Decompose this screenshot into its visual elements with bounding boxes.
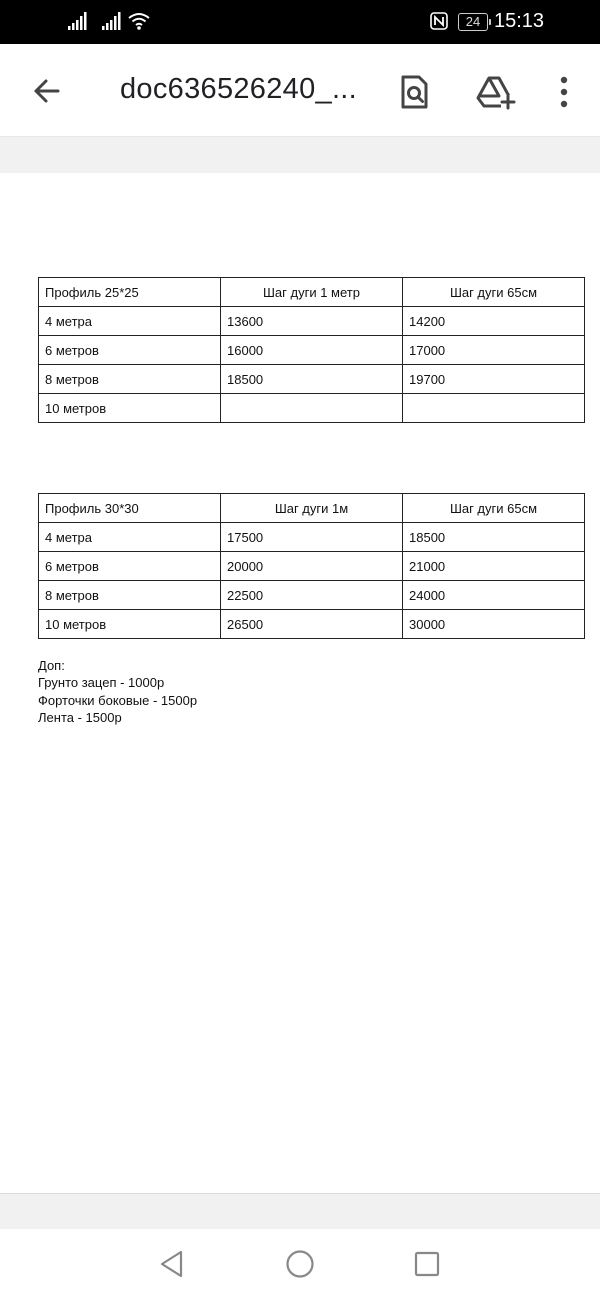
wifi-icon (128, 12, 150, 30)
extras-line: Лента - 1500р (38, 709, 122, 725)
viewer-background (0, 137, 600, 173)
add-to-drive-icon[interactable] (472, 71, 516, 113)
table-cell: 26500 (221, 610, 403, 639)
table-cell: 22500 (221, 581, 403, 610)
battery-indicator: 24 (458, 13, 488, 31)
status-bar (0, 0, 600, 44)
table-row (39, 523, 585, 552)
table-cell: 18500 (221, 365, 403, 394)
table-cell (221, 394, 403, 423)
table-row (39, 610, 585, 639)
app-bar (0, 44, 600, 137)
extras-heading: Доп: (38, 658, 65, 673)
extras-line: Форточки боковые - 1500р (38, 692, 198, 708)
nav-home-icon[interactable] (284, 1248, 316, 1280)
nav-back-icon[interactable] (156, 1248, 188, 1280)
viewer-background (0, 1193, 600, 1229)
system-nav-bar (0, 1229, 600, 1298)
table-row (39, 365, 585, 394)
table-cell: 6 метров (39, 336, 221, 365)
table-row (39, 336, 585, 365)
table-cell: 4 метра (39, 523, 221, 552)
table-cell: 4 метра (39, 307, 221, 336)
table-row (39, 394, 585, 423)
table-cell: Шаг дуги 1 метр (221, 278, 403, 307)
table-cell: 20000 (221, 552, 403, 581)
table-cell: Профиль 25*25 (39, 278, 221, 307)
table-cell: 21000 (403, 552, 585, 581)
table-cell: 10 метров (39, 610, 221, 639)
extras-line: Грунто зацеп - 1000р (38, 675, 165, 691)
table-cell: 10 метров (39, 394, 221, 423)
document-title: doc636526240_... (120, 73, 358, 105)
table-cell: 17000 (403, 336, 585, 365)
table-cell: Профиль 30*30 (39, 494, 221, 523)
table-header-row (39, 494, 585, 523)
table-cell: Шаг дуги 65см (403, 278, 585, 307)
price-table-30x30 (38, 493, 585, 639)
table-cell (403, 394, 585, 423)
price-table-25x25 (38, 277, 585, 423)
more-options-icon[interactable] (549, 71, 579, 113)
table-cell: 8 метров (39, 581, 221, 610)
table-cell: 16000 (221, 336, 403, 365)
table-cell: 14200 (403, 307, 585, 336)
find-in-page-icon[interactable] (393, 71, 435, 113)
table-cell: 18500 (403, 523, 585, 552)
table-cell: 13600 (221, 307, 403, 336)
document-page[interactable] (0, 173, 600, 1193)
table-cell: Шаг дуги 1м (221, 494, 403, 523)
cellular-signal-icon (102, 12, 122, 30)
cellular-signal-icon (68, 12, 88, 30)
table-row (39, 307, 585, 336)
table-cell: 30000 (403, 610, 585, 639)
table-cell: 17500 (221, 523, 403, 552)
table-cell: 19700 (403, 365, 585, 394)
table-cell: 24000 (403, 581, 585, 610)
extras-notes (38, 657, 197, 726)
nfc-icon (430, 12, 448, 30)
table-cell: 6 метров (39, 552, 221, 581)
nav-recent-apps-icon[interactable] (411, 1248, 443, 1280)
table-row (39, 552, 585, 581)
table-cell: Шаг дуги 65см (403, 494, 585, 523)
table-cell: 8 метров (39, 365, 221, 394)
table-row (39, 581, 585, 610)
clock: 15:13 (494, 10, 545, 32)
table-header-row (39, 278, 585, 307)
back-arrow-icon[interactable] (26, 70, 68, 112)
